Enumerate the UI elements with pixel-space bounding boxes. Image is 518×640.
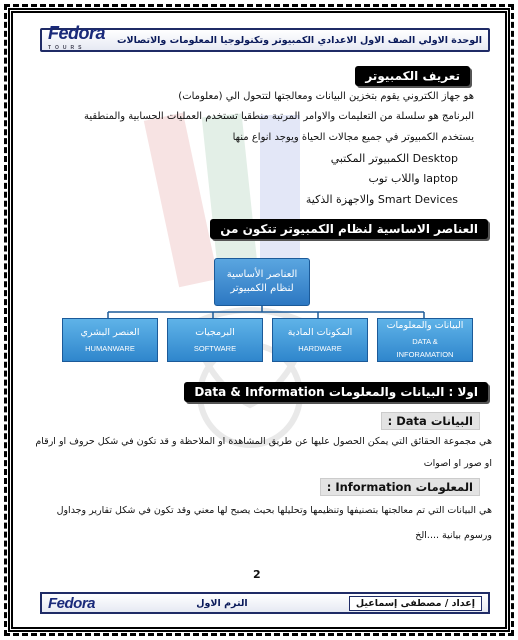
section-title-computer-definition: تعريف الكمبيوتر <box>355 66 470 86</box>
subhead-data: البيانات Data : <box>381 412 480 430</box>
definition-line: يستخدم الكمبيوتر في جميع مجالات الحياة ويوجد انواع منها <box>232 132 474 143</box>
diagram-box-hardware: المكونات المادية HARDWARE <box>272 318 368 362</box>
subhead-information: المعلومات Information : <box>320 478 480 496</box>
footer-author: إعداد / مصطفى إسماعيل <box>349 596 482 611</box>
diagram-box-humanware: العنصر البشري HUMANWARE <box>62 318 158 362</box>
fedora-logo: Fedora TOURS <box>48 22 106 51</box>
header-title: الوحدة الاولي الصف الاول الاعدادي الكمبيوتر وتكنولوجيا المعلومات والاتصالات <box>116 34 482 46</box>
section-title-data-information: اولا : البيانات والمعلومات Data & Information <box>184 382 488 402</box>
type-laptop: laptop واللاب توب <box>368 172 458 185</box>
footer-term: الترم الاول <box>196 597 248 609</box>
diagram-box-software: البرمجيات SOFTWARE <box>167 318 263 362</box>
page-number: 2 <box>253 568 261 581</box>
diagram-box-data-information: البيانات والمعلومات DATA & INFORAMATION <box>377 318 473 362</box>
info-paragraph-line: ورسوم بيانية ....الخ <box>415 530 492 541</box>
type-desktop: Desktop الكمبيوتر المكتبي <box>330 152 458 165</box>
definition-line: البرنامج هو سلسلة من التعليمات والاوامر المرتبة منطقيا تستخدم العمليات الحسابية والمنطقية <box>83 111 474 122</box>
diagram-root-box: العناصر الأساسية لنظام الكمبيوتر <box>214 258 310 306</box>
data-paragraph-line: هي مجموعة الحقائق التي يمكن الحصول عليها عن طريق المشاهدة او الملاحظة و قد تكون في شكل حروف او ارقام <box>35 436 492 447</box>
data-paragraph-line: او صور او اصوات <box>423 458 492 469</box>
section-title-system-elements: العناصر الاساسية لنظام الكمبيوتر تتكون من <box>210 219 488 239</box>
type-smart-devices: Smart Devices والاجهزة الذكية <box>305 193 458 206</box>
fedora-logo-footer: Fedora <box>48 594 96 612</box>
info-paragraph-line: هي البيانات التي تم معالجتها بتصنيفها وتنظيمها وتحليلها بحيث يصبح لها معني وقد تكون في شكل تقارير وجداول <box>56 505 492 516</box>
definition-line: هو جهاز الكتروني يقوم بتخزين البيانات ومعالجتها لتتحول الي (معلومات) <box>178 91 474 102</box>
footer-bar <box>40 592 490 614</box>
